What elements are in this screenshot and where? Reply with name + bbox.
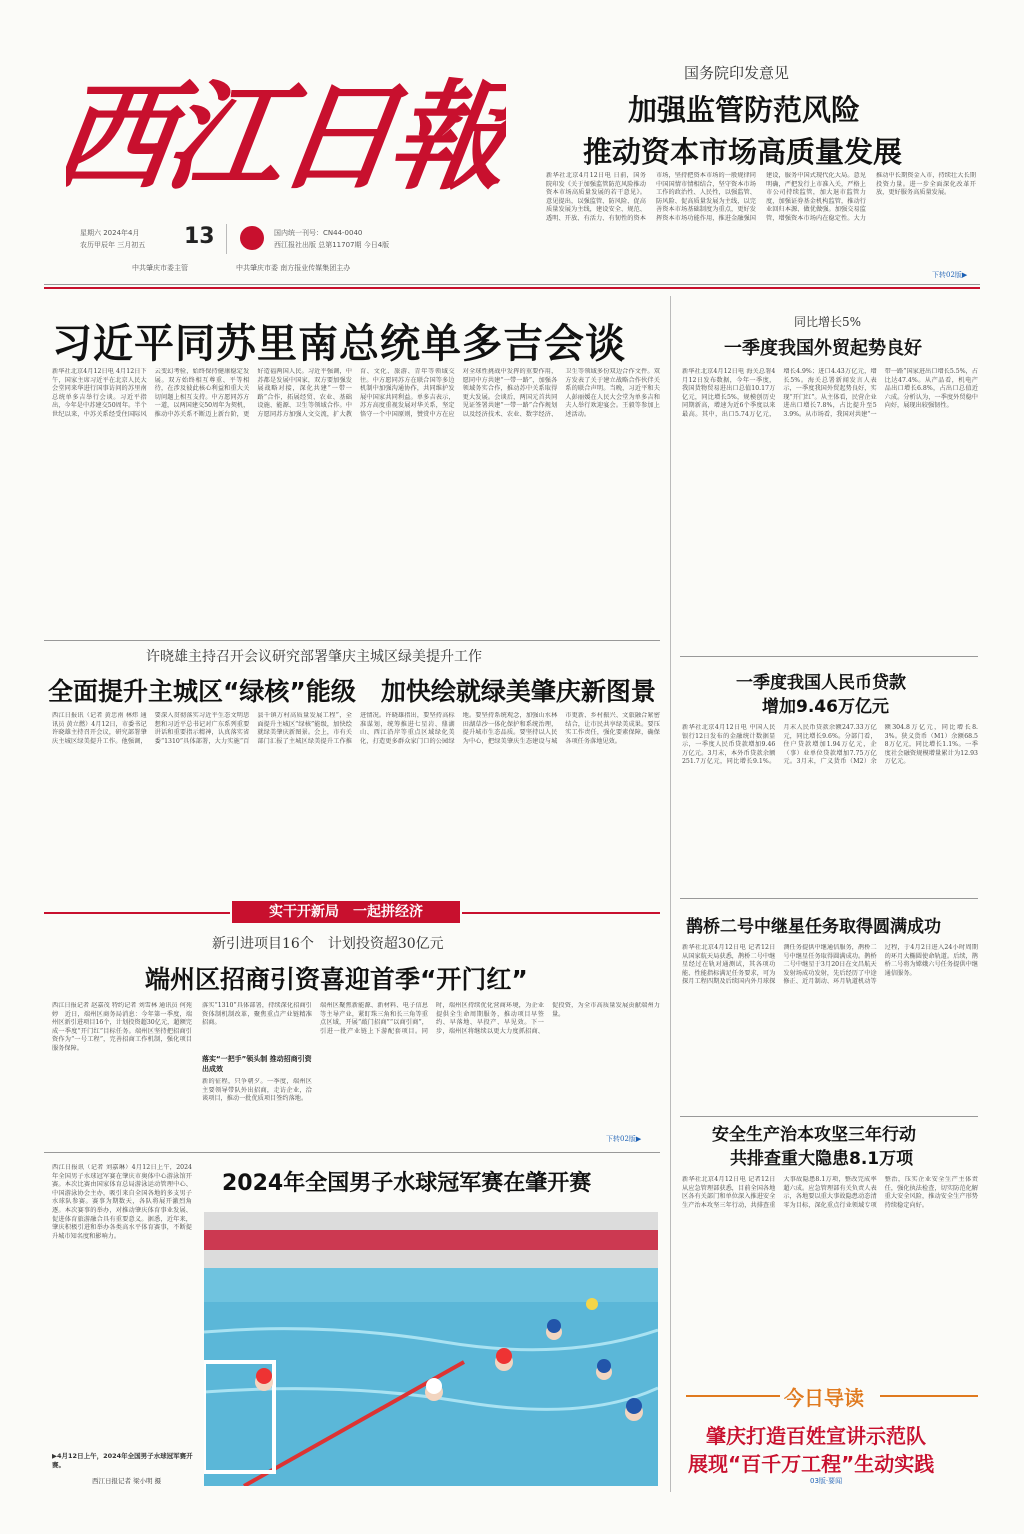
- investment-subhead: 落实“一把手”领头制 推动招商引资出成效: [202, 1055, 312, 1073]
- section-banner: [232, 901, 460, 923]
- lead-story-title[interactable]: 习近平同苏里南总统单多吉会谈: [52, 321, 626, 367]
- investment-body-col2a: 落实“1310”具体部署，持续深化招商引资体制机制改革，聚焦重点产业链精准招商。: [202, 1002, 312, 1027]
- today-guide-label: 今日导读: [784, 1386, 864, 1410]
- green-story-body: 西江日报讯（记者 黄忠南 林炜 通讯员 黄立燃）4月12日，市委书记许晓雄主持召开会议，研究部署肇庆主城区绿美提升工作。他强调，要深入贯彻落实习近平生态文明思想和习近平总书记对广东系列重要讲话和重要指示精神，认真落实省委“1310”具体部署，大力实施“百县千镇万村高质量发展工程”，全面提升主城区“绿核”能级，加快绘就绿美肇庆新图景。会上，市有关部门汇报了主城区绿美提升工作推进情况。许晓雄指出，要坚持高标准谋划，统筹推进七星岩、鼎湖山、西江沿岸等重点区域绿化美化，打造更多群众家门口的公园绿地。要坚持系统观念，加强山水林田湖草沙一体化保护和系统治理，提升城市生态品质。要坚持以人民为中心，把绿美肇庆生态建设与城市更新、乡村振兴、文旅融合紧密结合，让市民共享绿美成果。要压实工作责任，强化要素保障，确保各项任务落地见效。: [52, 712, 660, 745]
- today-guide-line-2[interactable]: 展现“百千万工程”生动实践: [688, 1452, 935, 1476]
- loans-title-1[interactable]: 一季度我国人民币贷款: [736, 673, 906, 693]
- top-story-title-1[interactable]: 加强监管防范风险: [628, 93, 861, 127]
- waterpolo-title[interactable]: 2024年全国男子水球冠军赛在肇开赛: [222, 1171, 592, 1196]
- date-line: 星期六 2024年4月: [80, 229, 140, 237]
- safety-title-2[interactable]: 共排查重大隐患8.1万项: [730, 1149, 914, 1169]
- queqiao-body: 新华社北京4月12日电 记者12日从国家航天局获悉，鹊桥二号中继星经过在轨对通测试，其各项功能、性能指标满足任务要求，可为探月工程四期及后续国内外月球探测任务提供中继通信服务，鹊桥二号中继星任务取得圆满成功。鹊桥二号中继星于3月20日在文昌航天发射场成功发射，先后经历了中途修正、近月制动、环月轨道机动等过程，于4月2日进入24小时周期的环月大椭圆使命轨道。后续，鹊桥二号将为嫦娥六号任务提供中继通信服务。: [682, 944, 978, 986]
- queqiao-title[interactable]: 鹊桥二号中继星任务取得圆满成功: [686, 917, 941, 937]
- investment-body-col3: 端州区聚焦新能源、新材料、电子信息等主导产业，紧盯珠三角和长三角等重点区域，开展“敲门招商”“以商引商”，引进一批产业链上下游配套项目。同时，端州区持续优化营商环境，为企业提供全生命周期服务，推动项目早签约、早落地、早投产、早见效。下一步，端州区将继续以更大力度抓招商、促投资，为全市高质量发展贡献端州力量。: [320, 1002, 660, 1035]
- sponsor-2: 中共肇庆市委 南方报业传媒集团主办: [236, 264, 351, 272]
- publisher-icon: [240, 226, 264, 250]
- top-story-kicker: 国务院印发意见: [684, 64, 790, 82]
- top-story-title-2[interactable]: 推动资本市场高质量发展: [583, 135, 903, 169]
- loans-title-2[interactable]: 增加9.46万亿元: [762, 697, 889, 717]
- trade-body: 新华社北京4月12日电 海关总署4月12日发布数据，今年一季度，我国货物贸易进出口总值10.17万亿元，同比增长5%，规模创历史同期新高，增速为近6个季度以来最高。其中，出口5.74万亿元，增长4.9%；进口4.43万亿元，增长5%。海关总署新闻发言人表示，一季度我国外贸起势良好，实现“开门红”。从主体看，民营企业进出口增长7.8%，占比提升至53.9%。从市场看，我国对共建“一带一路”国家进出口增长5.5%，占比达47.4%。从产品看，机电产品出口增长6.8%，占出口总值近六成。分析认为，一季度外贸稳中向好，展现出较强韧性。: [682, 368, 978, 418]
- waterpolo-photo: [204, 1212, 658, 1486]
- today-guide-page[interactable]: 03版·要闻: [810, 1477, 843, 1485]
- waterpolo-caption: ▶4月12日上午，2024年全国男子水球冠军赛开赛。: [52, 1452, 193, 1469]
- green-story-kicker: 许晓雄主持召开会议研究部署肇庆主城区绿美提升工作: [146, 649, 482, 665]
- svg-text:西江日報: 西江日報: [66, 67, 506, 206]
- top-story-body: 新华社北京4月12日电 日前，国务院印发《关于加强监管防范风险推动资本市场高质量发展的若干意见》。意见提出，以强监管、防风险、促高质量发展为主线，建设安全、规范、透明、开放、有活力、有韧性的资本市场，坚持把资本市场的一般规律同中国国情市情相结合，坚守资本市场工作的政治性、人民性，以强监管、防风险、促高质量发展为主线，以完善资本市场基础制度为重点，更好发挥资本市场功能作用，推进金融强国建设，服务中国式现代化大局。意见明确，严把发行上市准入关，严格上市公司持续监管，加大退市监管力度，加强证券基金机构监管，推动行业回归本源、做优做强。加强交易监管，增强资本市场内在稳定性。大力推动中长期资金入市，持续壮大长期投资力量。进一步全面深化改革开放，更好服务高质量发展。: [546, 172, 976, 222]
- sponsor-1: 中共肇庆市委主管: [132, 264, 188, 272]
- issue-line: 西江报社出版 总第11707期 今日4版: [274, 241, 390, 249]
- lunar-line: 农历甲辰年 三月初五: [80, 241, 146, 249]
- masthead-logo-svg: [66, 58, 506, 208]
- investment-kicker: 新引进项目16个 计划投资超30亿元: [212, 936, 444, 952]
- waterpolo-credit: 西江日报记者 梁小明 摄: [92, 1477, 162, 1485]
- green-story-title[interactable]: 全面提升主城区“绿核”能级 加快绘就绿美肇庆新图景: [48, 677, 656, 706]
- investment-more-link[interactable]: 下转02版▶: [606, 1135, 642, 1143]
- trade-title[interactable]: 一季度我国外贸起势良好: [724, 338, 922, 359]
- top-story-more-link[interactable]: 下转02版▶: [932, 271, 968, 279]
- safety-body: 新华社北京4月12日电 记者12日从应急管理部获悉，目前全国各地区各有关部门和单位深入推进安全生产治本攻坚三年行动，共排查重大事故隐患8.1万项，整改完成率超六成。应急管理部有关负责人表示，各地要以重大事故隐患动态清零为目标，深化重点行业领域专项整治，压实企业安全生产主体责任，强化执法检查，切实防范化解重大安全风险，推动安全生产形势持续稳定向好。: [682, 1176, 978, 1209]
- investment-body-col1: 西江日报记者 赵嘉茂 特约记者 刘雪林 通讯员 何苑婷 近日，端州区商务局消息：今年第一季度，端州区新引进项目16个，计划投资超30亿元，超额完成一季度“开门红”目标任务。端州区坚持把招商引资作为“一号工程”，完善招商工作机制，强化项目服务保障。: [52, 1002, 192, 1052]
- today-guide-line-1[interactable]: 肇庆打造百姓宣讲示范队: [706, 1424, 926, 1448]
- waterpolo-photo-svg: [204, 1212, 658, 1486]
- lead-story-body: 新华社北京4月12日电 4月12日下午，国家主席习近平在北京人民大会堂同来华进行国事访问的苏里南总统单多吉举行会谈。习近平指出，今年是中苏建交50周年。半个世纪以来，中苏关系经受住国际风云变幻考验，始终保持健康稳定发展。双方始终相互尊重、平等相待，在涉及彼此核心利益和重大关切问题上相互支持。中方愿同苏方一道，以两国建交50周年为契机，推动中苏关系不断迈上新台阶，更好造福两国人民。习近平强调，中苏都是发展中国家，双方要加强发展战略对接，深化共建“一带一路”合作，拓展经贸、农业、基础设施、能源、卫生等领域合作。中方愿同苏方加强人文交流，扩大教育、文化、旅游、青年等领域交往。中方愿同苏方在联合国等多边机制中加强沟通协作，共同维护发展中国家共同利益。单多吉表示，苏方高度重视发展对华关系，坚定恪守一个中国原则，赞赏中方在应对全球性挑战中发挥的重要作用，愿同中方共建“一带一路”，加强各领域务实合作，推动苏中关系取得更大发展。会谈后，两国元首共同见证签署共建“一带一路”合作规划以及经济技术、农业、数字经济、卫生等领域多份双边合作文件。双方发表了关于建立战略合作伙伴关系的联合声明。当晚，习近平和夫人彭丽媛在人民大会堂为单多吉和夫人举行欢迎宴会。王毅等参加上述活动。: [52, 368, 660, 418]
- masthead-logo: [66, 58, 506, 208]
- day-number: 13: [184, 224, 215, 249]
- cn-number: 国内统一刊号：CN44-0040: [274, 229, 363, 237]
- investment-body-col2b: 新的征程，只争朝夕。一季度，端州区主要领导带队外出招商，走访企业，洽谈项目，推动一批优质项目签约落地。: [202, 1078, 312, 1103]
- loans-body: 新华社北京4月12日电 中国人民银行12日发布的金融统计数据显示，一季度人民币贷款增加9.46万亿元。3月末，本外币贷款余额251.7万亿元，同比增长9.1%。月末人民币贷款余额247.33万亿元，同比增长9.6%。分部门看，住户贷款增加1.94万亿元，企（事）业单位贷款增加7.75万亿元。3月末，广义货币（M2）余额304.8万亿元，同比增长8.3%。狭义货币（M1）余额68.58万亿元，同比增长1.1%。一季度社会融资规模增量累计为12.93万亿元。: [682, 724, 978, 766]
- trade-kicker: 同比增长5%: [794, 315, 862, 329]
- waterpolo-body: 西江日报讯（记者 刘嘉琳）4月12日上午，2024年全国男子水球冠军赛在肇庆市奥体中心游泳馆开赛。本次比赛由国家体育总局游泳运动管理中心、中国游泳协会主办，吸引来自全国各地的多支男子水球队参赛。赛事为期数天，各队将展开激烈角逐。本次赛事的举办，对推动肇庆体育事业发展、促进体育旅游融合具有重要意义。据悉，近年来，肇庆积极引进和举办各类高水平体育赛事，不断提升城市知名度和影响力。: [52, 1164, 192, 1240]
- investment-title[interactable]: 端州区招商引资喜迎首季“开门红”: [145, 965, 528, 994]
- section-banner-label: 实干开新局 一起拼经济: [269, 904, 423, 920]
- safety-title-1[interactable]: 安全生产治本攻坚三年行动: [712, 1125, 916, 1145]
